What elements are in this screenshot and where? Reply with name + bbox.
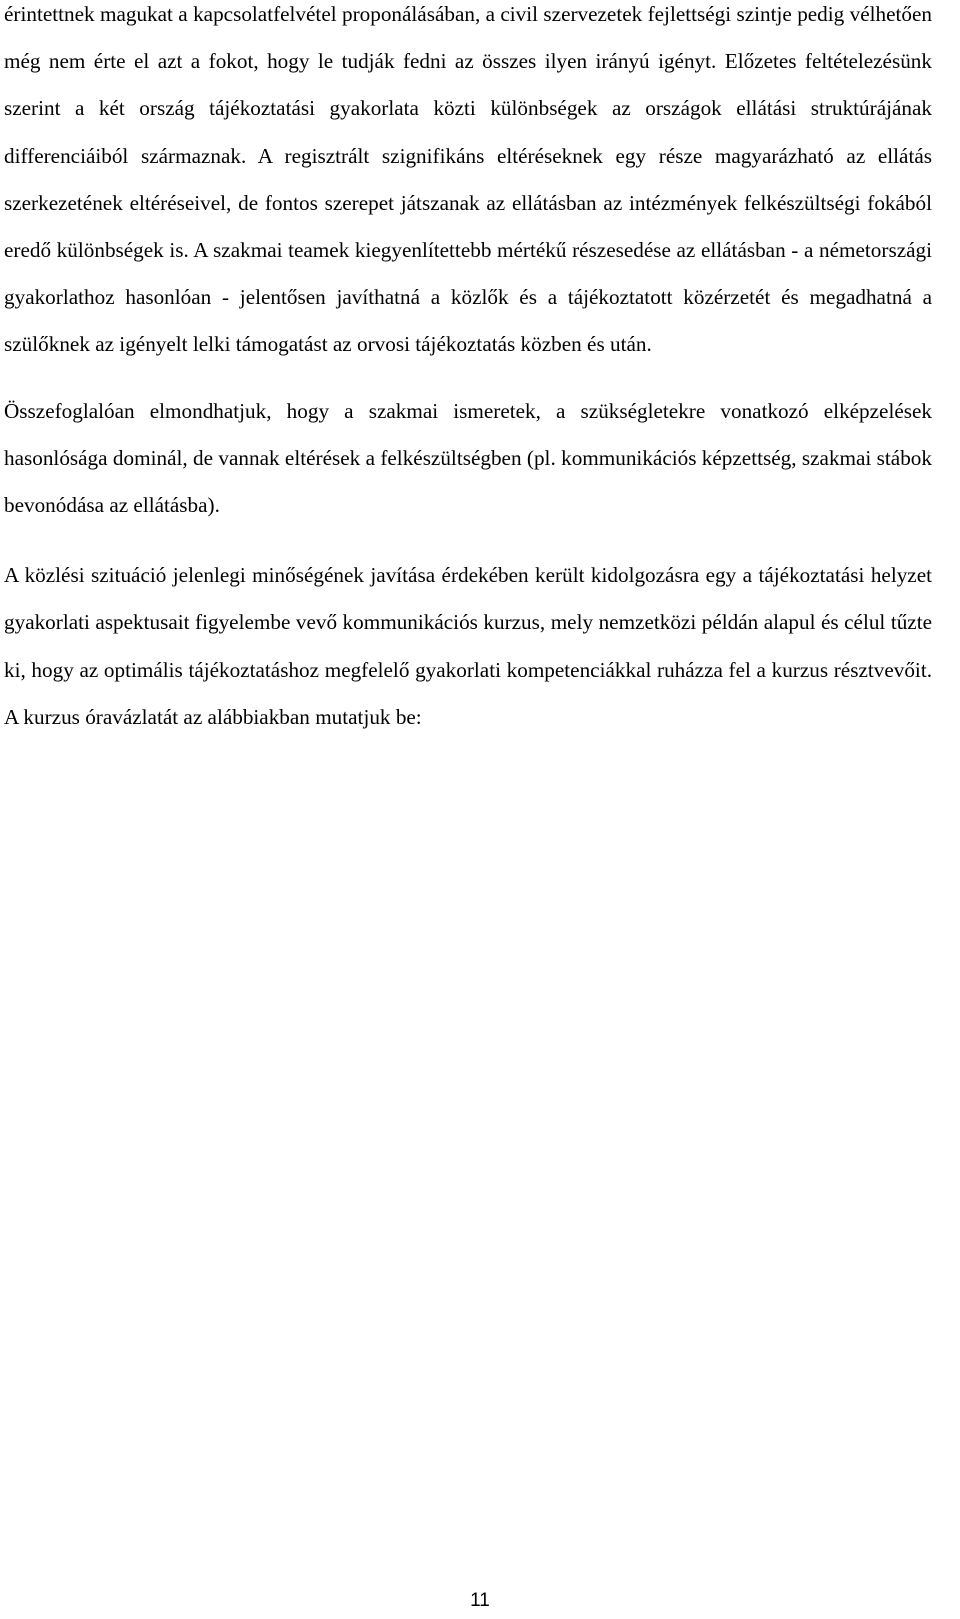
body-paragraph: A közlési szituáció jelenlegi minőségének javítása érdekében került kidolgozásra egy a tájékoztatási helyzet gyakorlati aspektusait figyelembe vevő kommunikációs kurzus, mely nemzetközi példán alapul és célul tűzte ki, hogy az optimális tájékoztatáshoz megfelelő gyakorlati kompetenciákkal ruházza fel a kurzus résztvevőit. A kurzus óravázlatát az alábbiakban mutatjuk be:	[4, 563, 932, 729]
document-body	[4, 0, 932, 741]
page-number: 11	[470, 1590, 490, 1611]
body-paragraph: Összefoglalóan elmondhatjuk, hogy a szakmai ismeretek, a szükségletekre vonatkozó elképzelések hasonlósága dominál, de vannak eltérések a felkészültségben (pl. kommunikációs képzettség, szakmai stábok bevonódása az ellátásba).	[4, 398, 932, 518]
body-paragraph: érintettnek magukat a kapcsolatfelvétel proponálásában, a civil szervezetek fejlettségi szintje pedig vélhetően még nem érte el azt a fokot, hogy le tudják fedni az összes ilyen irányú igényt. Előzetes feltételezésünk szerint a két ország tájékoztatási gyakorlata közti különbségek az országok ellátási struktúrájának differenciáiból származnak. A regisztrált szignifikáns eltéréseknek egy része magyarázható az ellátás szerkezetének eltéréseivel, de fontos szerepet játszanak az ellátásban az intézmények felkészültségi fokából eredő különbségek is. A szakmai teamek kiegyenlítettebb mértékű részesedése az ellátásban - a németországi gyakorlathoz hasonlóan - jelentősen javíthatná a közlők és a tájékoztatott közérzetét és megadhatná a szülőknek az igényelt lelki támogatást az orvosi tájékoztatás közben és után.	[4, 2, 932, 357]
